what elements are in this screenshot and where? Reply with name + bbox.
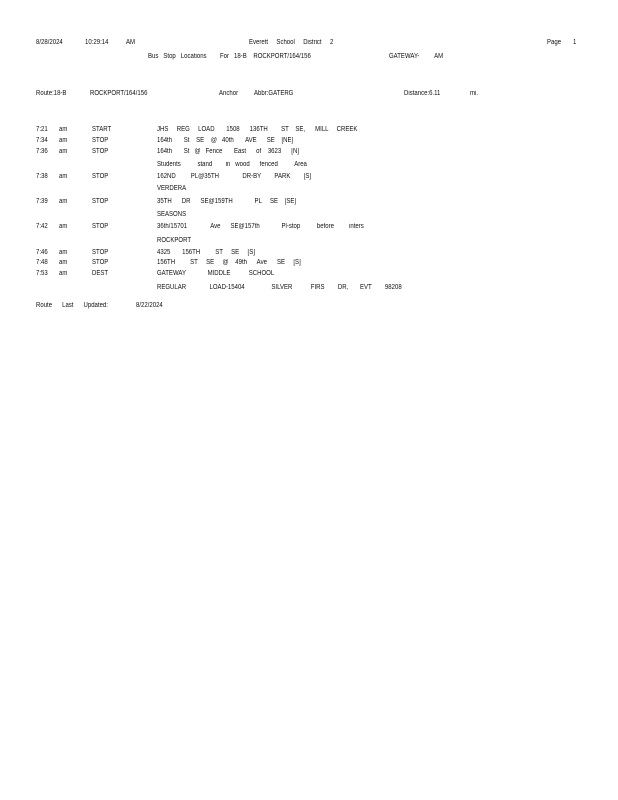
stop-type: STOP	[92, 148, 109, 155]
stop-description: 164th St SE @ 40th AVE SE [NE]	[157, 137, 294, 144]
stop-ampm: am	[59, 148, 68, 155]
stop-ampm: am	[59, 137, 68, 144]
list-item	[0, 137, 618, 147]
stop-description: 156TH ST SE @ 49th Ave SE [S]	[157, 259, 301, 266]
list-item	[0, 173, 618, 183]
stop-ampm: am	[59, 126, 68, 133]
stop-time: 7:46	[36, 249, 48, 256]
list-item	[0, 249, 618, 259]
stop-description: 164th St @ Fence East of 3623 [N]	[157, 148, 299, 155]
report-date: 8/28/2024	[36, 39, 63, 46]
anchor-abbr: Abbr:GATERG	[254, 90, 294, 97]
stop-description: 4325 156TH ST SE [S]	[157, 249, 255, 256]
report-subtitle: Bus Stop Locations For 18-B ROCKPORT/164/156	[148, 53, 311, 60]
stop-time: 7:42	[36, 223, 48, 230]
route-id: Route:18-B	[36, 90, 67, 97]
stop-note: SEASONS	[157, 211, 187, 218]
list-item	[0, 161, 618, 171]
stop-note: ROCKPORT	[157, 237, 192, 244]
school-session: GATEWAY- AM	[389, 53, 444, 60]
stop-type: STOP	[92, 198, 109, 205]
stop-type: STOP	[92, 249, 109, 256]
stop-type: STOP	[92, 223, 109, 230]
stop-note: VERDERA	[157, 185, 187, 192]
stop-time: 7:38	[36, 173, 48, 180]
stop-ampm: am	[59, 198, 68, 205]
last-updated-date: 8/22/2024	[136, 302, 163, 309]
report-ampm: AM	[126, 39, 136, 46]
stop-time: 7:53	[36, 270, 48, 277]
page-label: Page	[547, 39, 562, 46]
route-distance: Distance:6.11	[404, 90, 441, 97]
list-item	[0, 259, 618, 269]
stop-time: 7:39	[36, 198, 48, 205]
list-item	[0, 185, 618, 195]
route-name: ROCKPORT/164/156	[90, 90, 148, 97]
stop-description: 35TH DR SE@159TH PL SE [SE]	[157, 198, 297, 205]
stop-ampm: am	[59, 270, 68, 277]
stop-note: REGULAR LOAD-15404 SILVER FIRS DR, EVT 98208	[157, 284, 402, 291]
stop-description: JHS REG LOAD 1508 136TH ST SE, MILL CREEK	[157, 126, 358, 133]
last-updated-label: Route Last Updated:	[36, 302, 108, 309]
stop-time: 7:48	[36, 259, 48, 266]
anchor-label: Anchor	[219, 90, 239, 97]
list-item	[0, 126, 618, 136]
stop-type: STOP	[92, 173, 109, 180]
stop-ampm: am	[59, 223, 68, 230]
stop-ampm: am	[59, 259, 68, 266]
list-item	[0, 284, 618, 294]
stop-description: GATEWAY MIDDLE SCHOOL	[157, 270, 275, 277]
stop-time: 7:34	[36, 137, 48, 144]
stop-type: START	[92, 126, 112, 133]
stop-type: DEST	[92, 270, 109, 277]
list-item	[0, 198, 618, 208]
report-time: 10:29:14	[85, 39, 109, 46]
stop-note: Students stand in wood fenced Area	[157, 161, 307, 168]
stop-type: STOP	[92, 137, 109, 144]
stop-time: 7:21	[36, 126, 48, 133]
list-item	[0, 148, 618, 158]
list-item	[0, 223, 618, 233]
stop-ampm: am	[59, 249, 68, 256]
list-item	[0, 237, 618, 247]
list-item	[0, 211, 618, 221]
stop-time: 7:36	[36, 148, 48, 155]
stop-description: 162ND PL@35TH DR-BY PARK [S]	[157, 173, 312, 180]
list-item	[0, 270, 618, 280]
district-title: Everett School District 2	[249, 39, 334, 46]
page-number: 1	[573, 39, 577, 46]
stop-description: 36th/15701 Ave SE@157th Pl-stop before inters	[157, 223, 364, 230]
distance-unit: mi.	[470, 90, 479, 97]
stop-type: STOP	[92, 259, 109, 266]
stop-ampm: am	[59, 173, 68, 180]
